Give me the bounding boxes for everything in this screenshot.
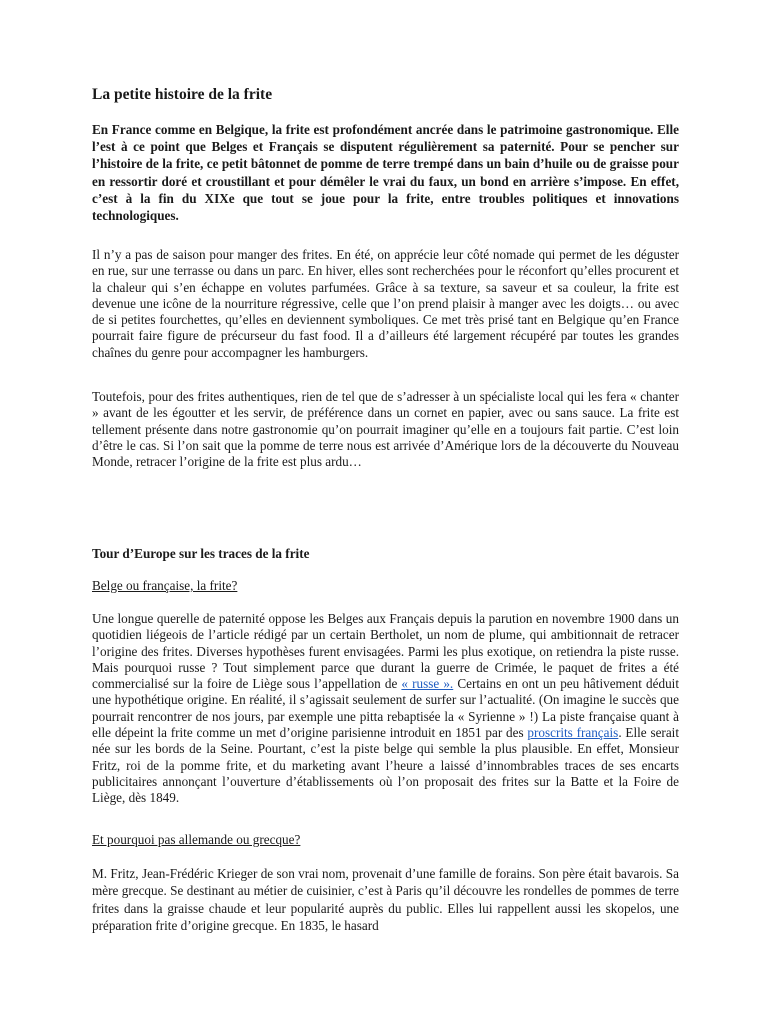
paragraph-part: Certains en ont un peu hâtivement déduit une hypothétique origine. En réalité, il s’agissait seulement de surfer sur l’actualité. (On imagine le succès que pourrait rencontrer de nos jours, par exemple une pitta rebaptisée la « Syrienne » !) La piste française quant à elle dépeint la frite comme un met d’origine parisienne introduit en 1851 par des: [92, 676, 679, 741]
section-title: Tour d’Europe sur les traces de la frite: [92, 546, 310, 561]
paragraph-monsieur-fritz: M. Fritz, Jean-Frédéric Krieger de son vrai nom, provenait d’une famille de forains. Son père était bavarois. Sa mère grecque. Se destinant au métier de cuisinier, c’est à Paris qu’il découvre les rondelles de pommes de terre frites dans la graisse chaude et leur popularité auprès du public. Elles lui rappellent aussi les skopelos, une préparation frite d’origine grecque. En 1835, le hasard: [92, 866, 679, 933]
paragraph-seasons: Il n’y a pas de saison pour manger des frites. En été, on apprécie leur côté nomade qui permet de les déguster en rue, sur une terrasse ou dans un parc. En hiver, elles sont recherchées pour le réconfort qu’elles procurent et la chaleur qui s’en échappe en volutes parfumées. Grâce à sa texture, sa saveur et sa couleur, la frite est devenue une icône de la nourriture régressive, celle que l’on prend plaisir à manger avec les doigts… ou avec de si petites fourchettes, qu’elles en deviennent symboliques. Ce met très prisé tant en Belgique qu’en France pourrait faire figure de précurseur du fast food. Il a d’ailleurs été largement récupéré par toutes les grandes chaînes du genre pour accompagner les hamburgers.: [92, 247, 679, 360]
paragraph-paternity: [92, 611, 679, 807]
lead-paragraph: [92, 121, 679, 224]
paragraph-part: Une longue querelle de paternité oppose les Belges aux Français depuis la parution en novembre 1900 dans un quotidien liégeois de l’article rédigé par un certain Bertholet, un nom de plume, qui ambitionnait de retracer l’origine des frites. Diverses hypothèses furent envisagées. Parmi les plus exotique, on retiendra la piste russe. Mais pourquoi russe ? Tout simplement parce que durant la guerre de Crimée, le paquet de frites a été commercialisé sur la foire de Liège sous l’appellation de: [92, 611, 679, 692]
link-russe[interactable]: « russe ».: [401, 676, 454, 692]
subtitle-allemande-ou-grecque: Et pourquoi pas allemande ou grecque?: [92, 832, 301, 847]
page-title: La petite histoire de la frite: [92, 86, 273, 103]
paragraph-part: . Elle serait née sur les bords de la Seine. Pourtant, c’est la piste belge qui semble la plus plausible. En effet, Monsieur Fritz, roi de la pomme frite, et du marketing avant l’heure a laissé d’innombrables traces de ses encarts publicitaires annonçant l’ouverture d’établissements où l’on proposait des frites sur la Batte et la Foire de Liège, dès 1849.: [92, 725, 680, 806]
paragraph-authentic-fries: Toutefois, pour des frites authentiques, rien de tel que de s’adresser à un spécialiste local qui les fera « chanter » avant de les égoutter et les servir, de préférence dans un cornet en papier, avec ou sans sauce. La frite est tellement présente dans notre gastronomie qu’on pourrait imaginer qu’elle en a toujours fait partie. C’est loin d’être le cas. Si l’on sait que la pomme de terre nous est arrivée d’Amérique lors de la découverte du Nouveau Monde, retracer l’origine de la frite est plus ardu…: [92, 389, 679, 470]
lead-bold-text: En France comme en Belgique, la frite est profondément ancrée dans le patrimoine gastronomique. Elle l’est à ce point que Belges et Français se disputent régulièrement sa paternité. Pour se pencher sur l’histoire de la frite, ce petit bâtonnet de pomme de terre trempé dans un bain d’huile ou de graisse pour en ressortir doré et croustillant et pour démêler le vrai du faux, un bond en arrière s’impose. En effet, c’est à la fin du XIXe que tout se joue pour la frite, entre troubles politiques et innovations technologiques: [92, 122, 679, 224]
lead-end: .: [175, 208, 179, 224]
subtitle-belge-ou-francaise: Belge ou française, la frite?: [92, 578, 238, 593]
link-proscrits-francais[interactable]: proscrits français: [527, 725, 619, 741]
